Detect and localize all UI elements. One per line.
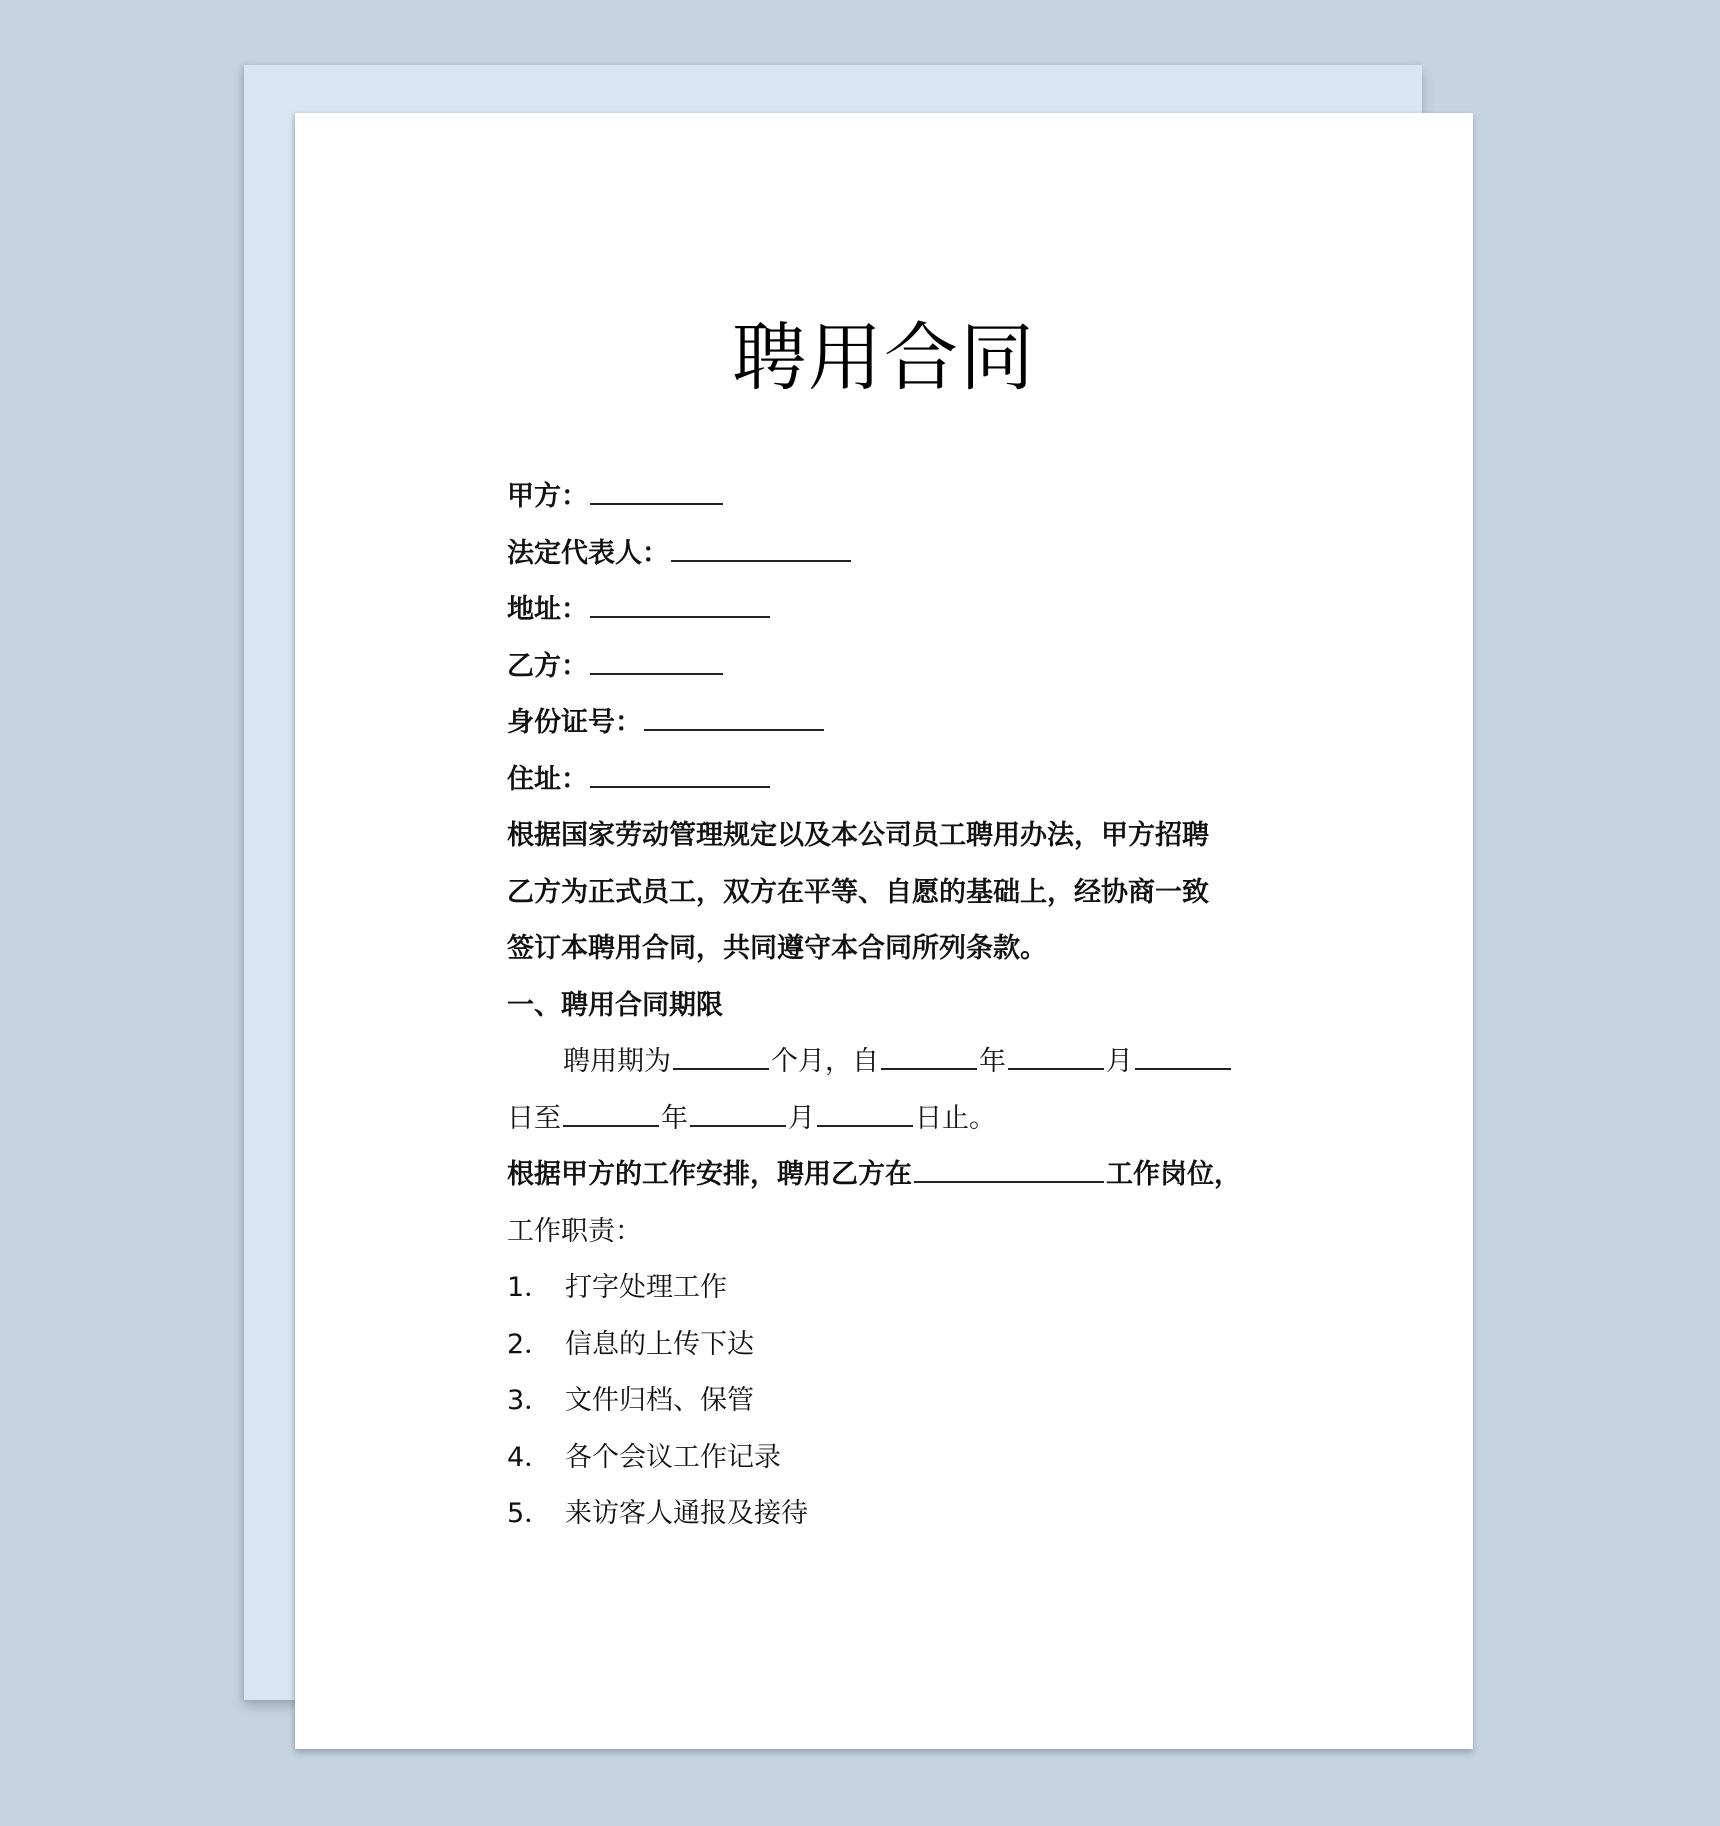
field-label: 身份证号： [507, 707, 642, 738]
term-text: 月 [1106, 1046, 1133, 1077]
document-body [507, 469, 1287, 1543]
duty-text: 信息的上传下达 [565, 1328, 754, 1360]
preamble-line: 签订本聘用合同，共同遵守本合同所列条款。 [507, 933, 1047, 964]
field-label: 甲方： [507, 481, 588, 512]
term-line-1 [507, 1034, 1287, 1091]
start-year-blank[interactable] [881, 1042, 977, 1070]
duty-item [507, 1317, 1287, 1374]
end-day-blank[interactable] [817, 1099, 913, 1127]
field-address [507, 582, 1287, 639]
field-label: 地址： [507, 594, 588, 625]
fill-in-blank[interactable] [671, 534, 851, 562]
fill-in-blank[interactable] [590, 647, 723, 675]
field-residence [507, 752, 1287, 809]
duty-item [507, 1260, 1287, 1317]
duty-text: 打字处理工作 [565, 1272, 727, 1303]
position-text: 根据甲方的工作安排，聘用乙方在 [507, 1159, 912, 1190]
duty-text: 来访客人通报及接待 [565, 1498, 808, 1529]
duty-number: 2． [507, 1328, 552, 1360]
field-party-b [507, 639, 1287, 696]
field-label: 住址： [507, 763, 588, 795]
term-text: 聘用期为 [563, 1046, 671, 1077]
section-heading: 一、聘用合同期限 [507, 989, 723, 1021]
field-id-number [507, 695, 1287, 752]
duty-item [507, 1430, 1287, 1487]
fill-in-blank[interactable] [590, 590, 770, 618]
end-year-blank[interactable] [563, 1099, 659, 1127]
term-text: 月 [788, 1102, 815, 1134]
duty-text: 文件归档、保管 [565, 1385, 754, 1416]
duty-text: 各个会议工作记录 [565, 1441, 781, 1473]
term-text: 日止。 [915, 1102, 996, 1134]
preamble-line: 乙方为正式员工，双方在平等、自愿的基础上，经协商一致 [507, 876, 1209, 908]
position-line [507, 1147, 1287, 1204]
front-page-sheet [295, 113, 1473, 1749]
field-label: 乙方： [507, 650, 588, 682]
term-text: 年 [661, 1102, 688, 1134]
duties-label: 工作职责： [507, 1215, 642, 1247]
term-text: 日至 [507, 1102, 561, 1134]
document-title: 聘用合同 [732, 315, 1036, 401]
preamble-line: 根据国家劳动管理规定以及本公司员工聘用办法，甲方招聘 [507, 820, 1209, 851]
duty-number: 5． [507, 1498, 552, 1529]
fill-in-blank[interactable] [590, 477, 723, 505]
position-blank[interactable] [914, 1155, 1104, 1183]
term-line-2 [507, 1091, 1287, 1148]
start-day-blank[interactable] [1135, 1042, 1231, 1070]
duty-item [507, 1486, 1287, 1543]
fill-in-blank[interactable] [644, 703, 824, 731]
duty-item [507, 1373, 1287, 1430]
position-text: 工作岗位， [1106, 1159, 1241, 1190]
start-month-blank[interactable] [1008, 1042, 1104, 1070]
duty-number: 4． [507, 1441, 552, 1473]
duty-number: 3． [507, 1385, 552, 1416]
term-text: 个月，自 [771, 1046, 879, 1077]
field-label: 法定代表人： [507, 537, 669, 569]
term-text: 年 [979, 1046, 1006, 1077]
end-month-blank[interactable] [690, 1099, 786, 1127]
months-blank[interactable] [673, 1042, 769, 1070]
duty-number: 1． [507, 1272, 552, 1303]
field-legal-representative [507, 526, 1287, 583]
fill-in-blank[interactable] [590, 760, 770, 788]
field-party-a [507, 469, 1287, 526]
